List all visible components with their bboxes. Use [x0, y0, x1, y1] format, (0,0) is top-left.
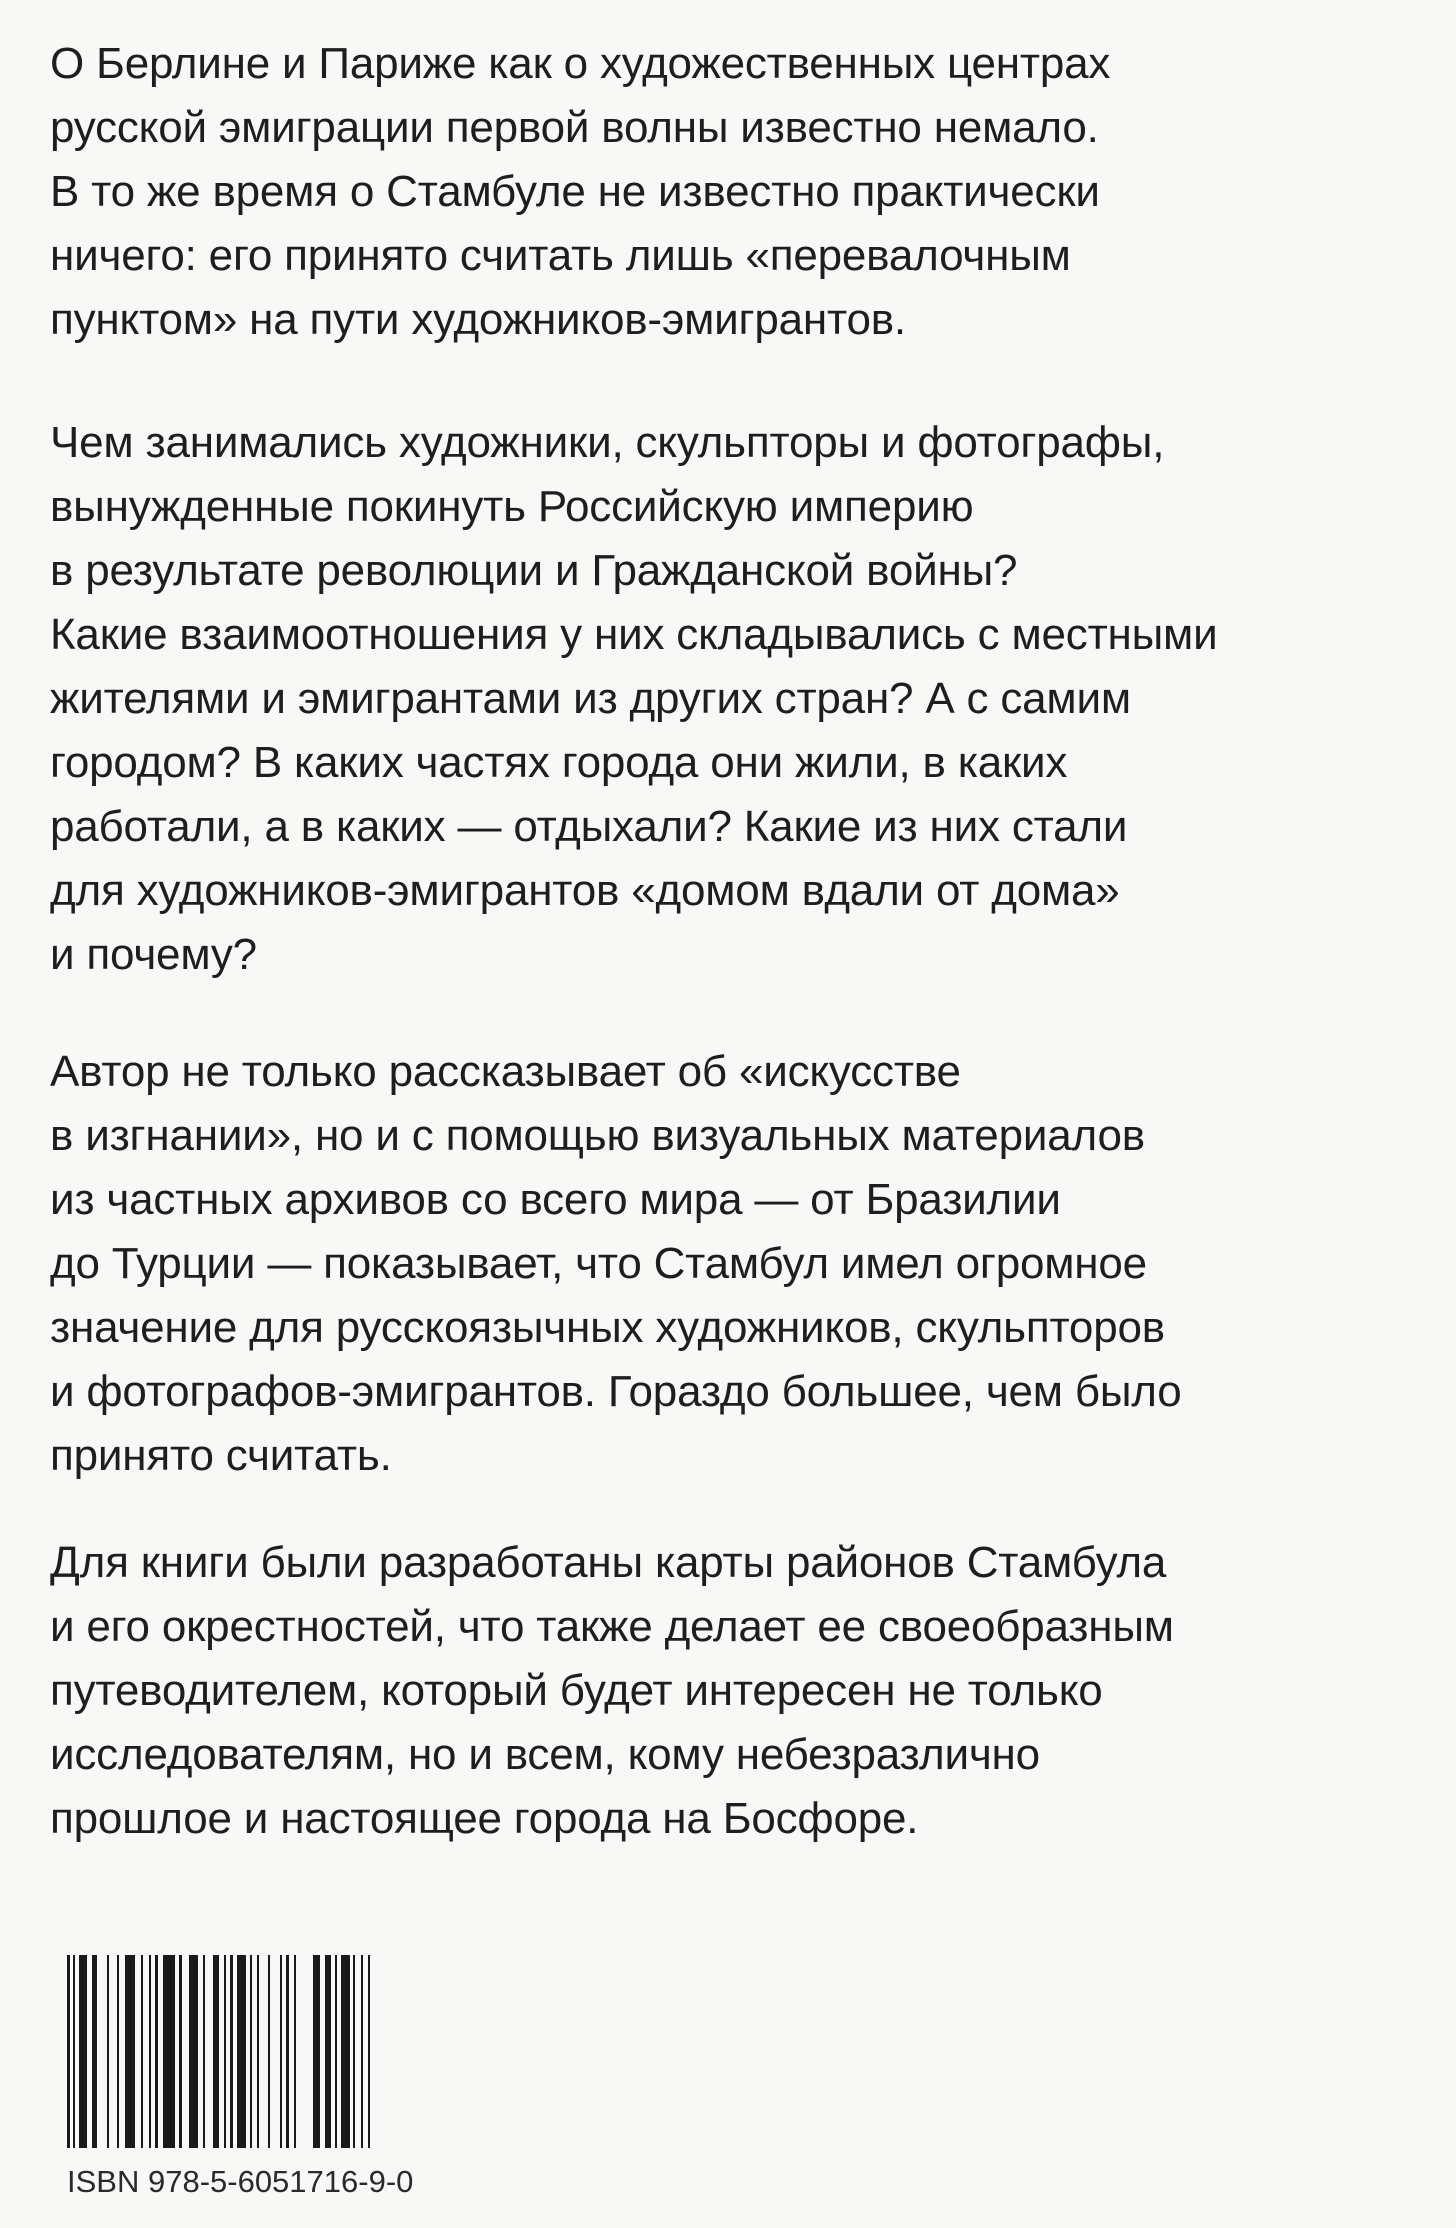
text-line: Какие взаимоотношения у них складывались с местными: [50, 610, 1218, 659]
text-line: и фотографов-эмигрантов. Гораздо большее, чем было: [50, 1367, 1182, 1416]
text-line: в изгнании», но и с помощью визуальных материалов: [50, 1111, 1145, 1160]
barcode-bar: [149, 1955, 151, 2148]
barcode-bar: [92, 1955, 97, 2148]
text-line: вынужденные покинуть Российскую империю: [50, 482, 974, 531]
paragraph-intro: [50, 32, 1110, 352]
text-line: и его окрестностей, что также делает ее своеобразным: [50, 1602, 1174, 1651]
barcode-bar: [189, 1955, 198, 2148]
text-line: О Берлине и Париже как о художественных центрах: [50, 39, 1111, 88]
text-line: В то же время о Стамбуле не известно практически: [50, 167, 1100, 216]
text-line: Чем занимались художники, скульпторы и фотографы,: [50, 418, 1165, 467]
barcode-bar: [163, 1955, 175, 2148]
barcode-bar: [203, 1955, 205, 2148]
barcode-bar: [286, 1955, 289, 2148]
barcode-bar: [341, 1955, 350, 2148]
text-line: Для книги были разработаны карты районов Стамбула: [50, 1538, 1167, 1587]
barcode-bar: [313, 1955, 320, 2148]
barcode-bar: [361, 1955, 363, 2148]
text-line: путеводителем, который будет интересен не только: [50, 1666, 1103, 1715]
barcode-bar: [79, 1955, 87, 2148]
barcode-bar: [213, 1955, 219, 2148]
barcode-bar: [179, 1955, 182, 2148]
text-line: значение для русскоязычных художников, скульпторов: [50, 1303, 1165, 1352]
barcode-bar: [230, 1955, 233, 2148]
barcode-bar: [335, 1955, 337, 2148]
text-line: прошлое и настоящее города на Босфоре.: [50, 1794, 919, 1843]
paragraph-maps: [50, 1531, 1174, 1851]
barcode-bar: [125, 1955, 135, 2148]
paragraph-questions: [50, 411, 1218, 987]
text-line: для художников-эмигрантов «домом вдали от дома»: [50, 866, 1120, 915]
barcode-bar: [353, 1955, 355, 2148]
text-line: ничего: его принято считать лишь «перевалочным: [50, 231, 1071, 280]
barcode-bar: [117, 1955, 119, 2148]
text-line: принято считать.: [50, 1431, 392, 1480]
text-line: пунктом» на пути художников-эмигрантов.: [50, 295, 906, 344]
barcode-bar: [155, 1955, 158, 2148]
text-line: Автор не только рассказывает об «искусстве: [50, 1047, 961, 1096]
text-line: в результате революции и Гражданской войны?: [50, 546, 1018, 595]
barcode-bar: [368, 1955, 370, 2148]
barcode-bar: [107, 1955, 109, 2148]
text-line: городом? В каких частях города они жили, в каких: [50, 738, 1068, 787]
text-line: и почему?: [50, 930, 257, 979]
barcode-bar: [280, 1955, 282, 2148]
text-line: из частных архивов со всего мира — от Бразилии: [50, 1175, 1061, 1224]
barcode-bar: [294, 1955, 296, 2148]
text-line: жителями и эмигрантами из других стран? А с самим: [50, 674, 1131, 723]
barcode-bar: [257, 1955, 259, 2148]
isbn-label: ISBN 978-5-6051716-9-0: [67, 2164, 414, 2199]
barcode-bar: [224, 1955, 226, 2148]
text-line: исследователям, но и всем, кому небезразлично: [50, 1730, 1040, 1779]
barcode-bar: [141, 1955, 143, 2148]
text-line: до Турции — показывает, что Стамбул имел огромное: [50, 1239, 1147, 1288]
barcode-bar: [250, 1955, 252, 2148]
barcode-bar: [237, 1955, 246, 2148]
text-line: работали, а в каких — отдыхали? Какие из них стали: [50, 802, 1128, 851]
barcode-bar: [67, 1955, 70, 2148]
barcode-image: [67, 1955, 372, 2148]
barcode-bar: [325, 1955, 331, 2148]
text-line: русской эмиграции первой волны известно немало.: [50, 103, 1099, 152]
barcode-bar: [268, 1955, 270, 2148]
barcode-bar: [73, 1955, 75, 2148]
paragraph-author: [50, 1040, 1182, 1488]
